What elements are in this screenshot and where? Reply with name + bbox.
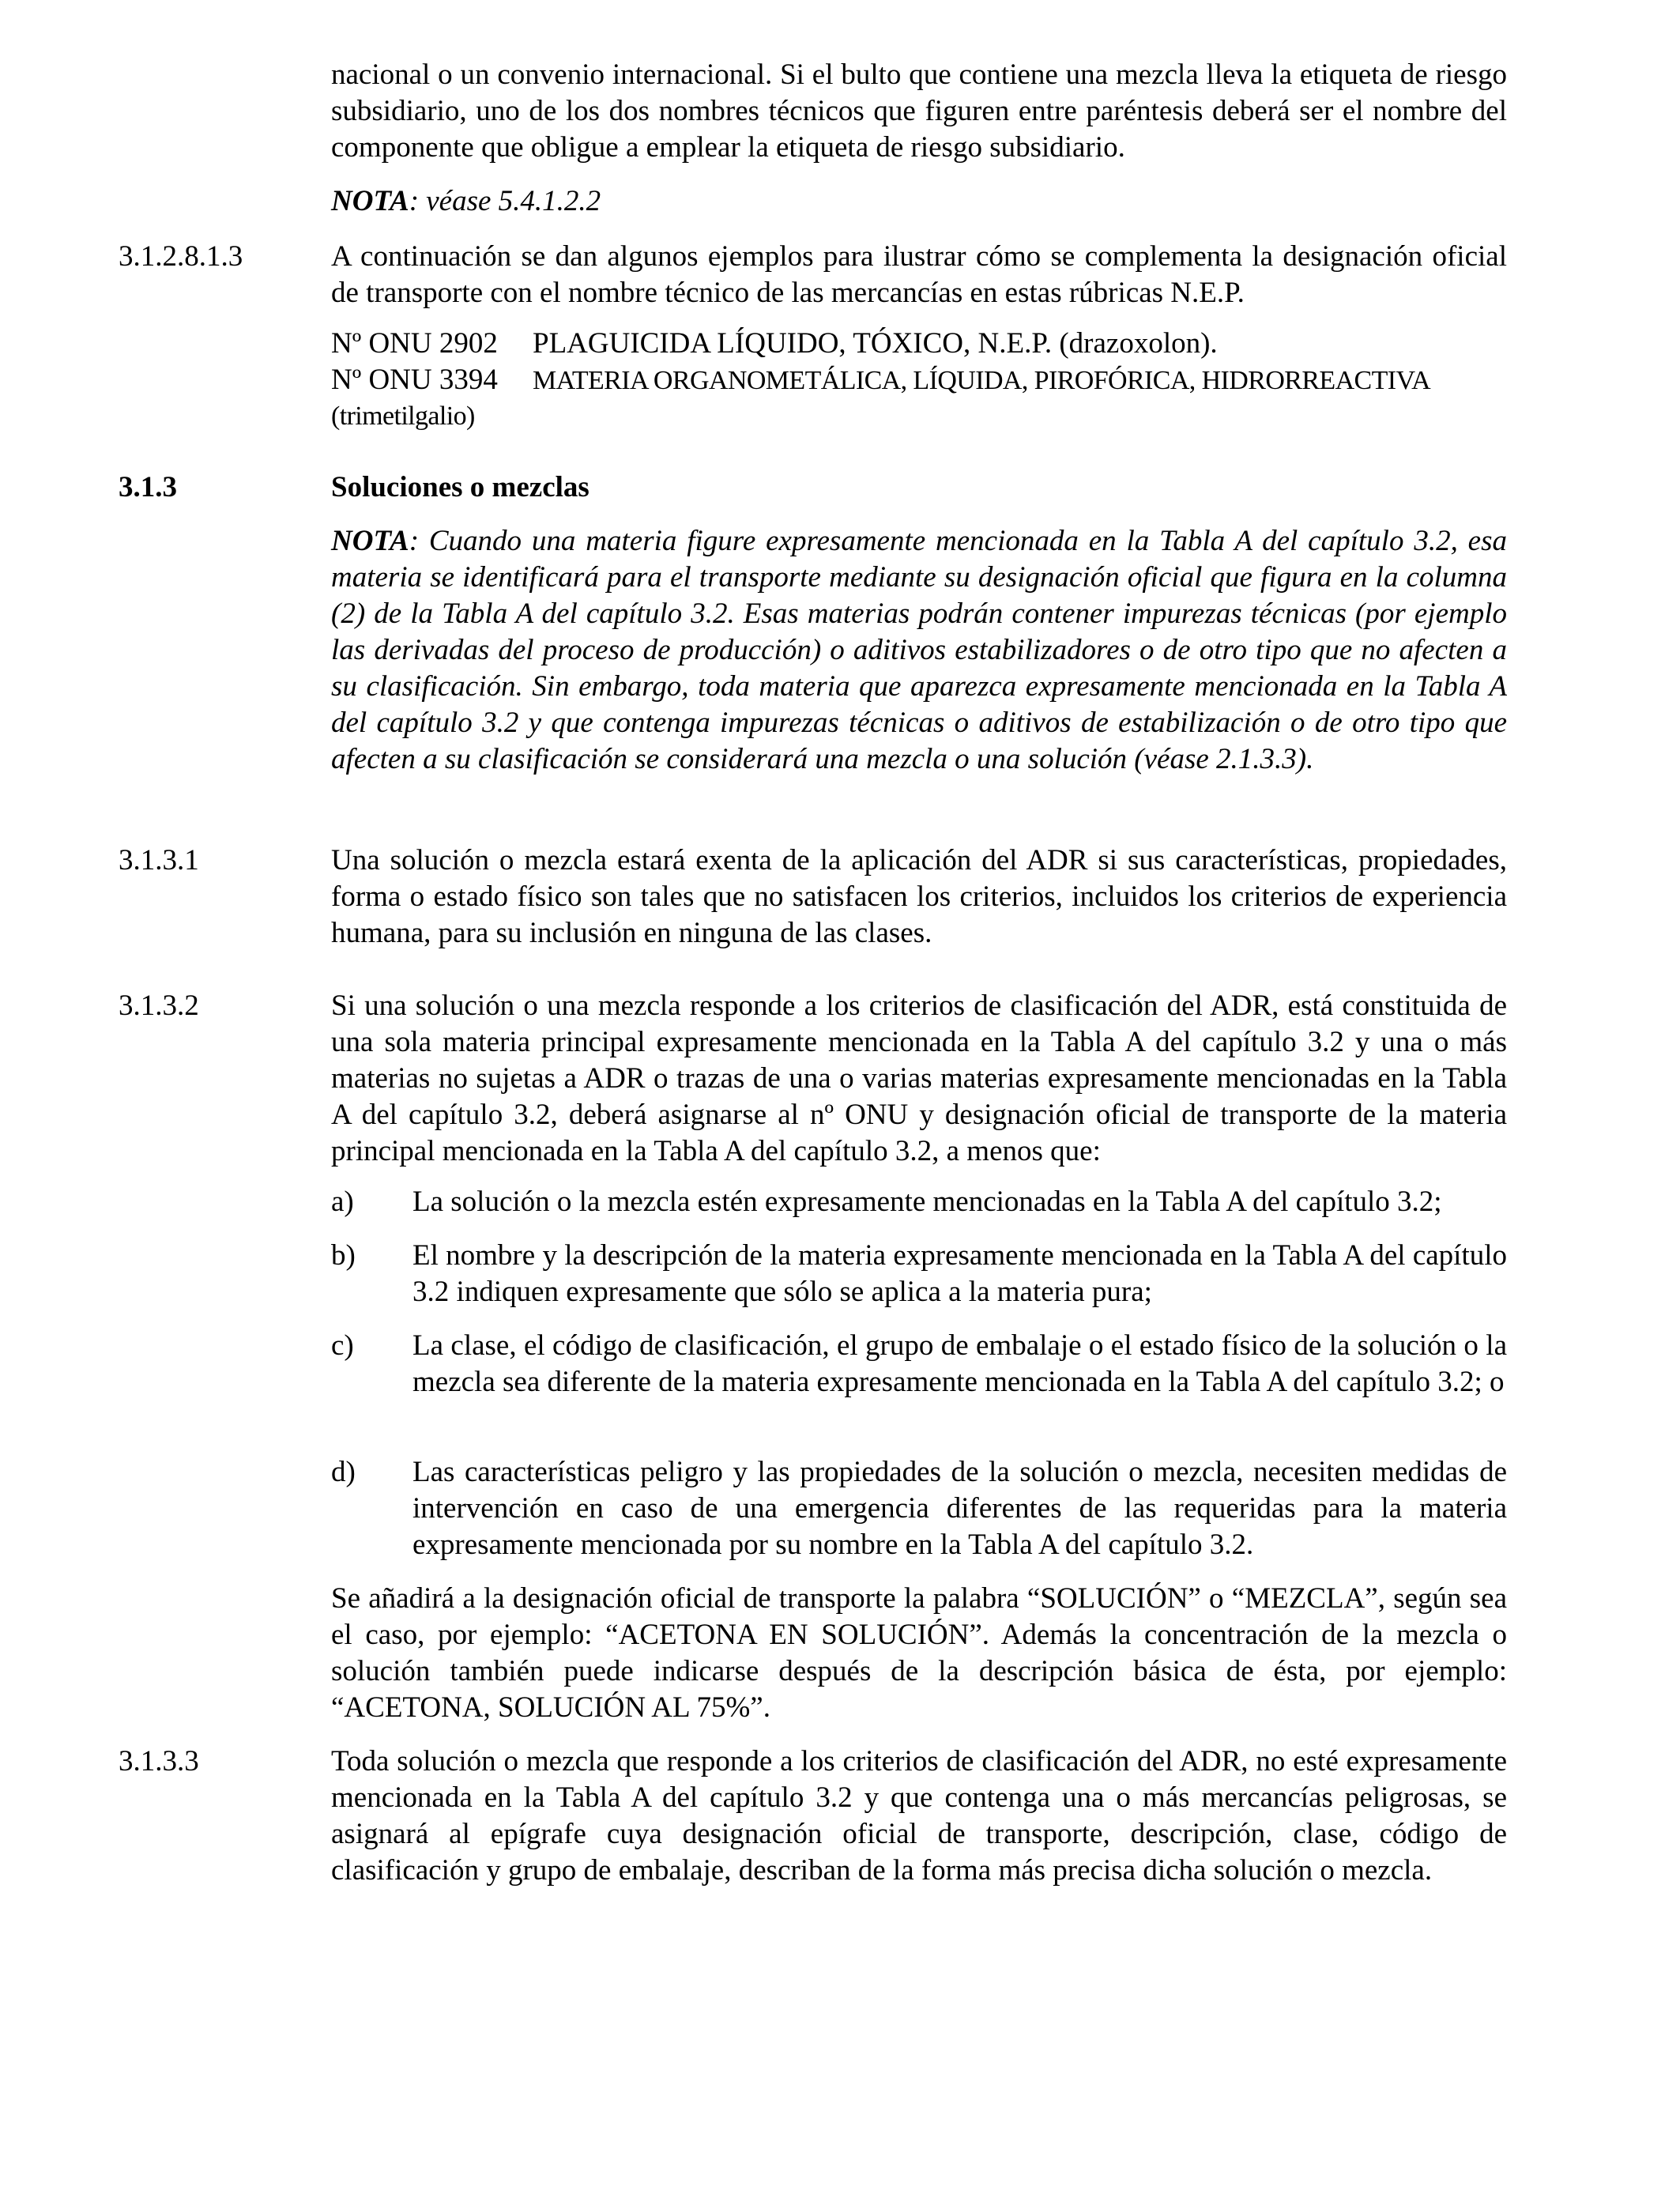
section-note: [331, 523, 1507, 778]
section-number: 3.1.3.3: [119, 1745, 199, 1777]
section-paragraph: A continuación se dan algunos ejemplos para ilustrar cómo se complementa la designación oficial de transporte con el nombre técnico de las mercancías en estas rúbricas N.E.P.: [331, 240, 1507, 309]
continuation-paragraph: nacional o un convenio internacional. Si el bulto que contiene una mezcla lleva la etiqueta de riesgo subsidiario, uno de los dos nombres técnicos que figuren entre paréntesis deberá ser el nombre del componente que obligue a emplear la etiqueta de riesgo subsidiario.: [331, 58, 1507, 164]
list-item-text: La clase, el código de clasificación, el grupo de embalaje o el estado físico de la solución o la mezcla sea diferente de la materia expresamente mencionada en la Tabla A del capítulo 3.2; o: [412, 1329, 1507, 1398]
example-description: PLAGUICIDA LÍQUIDO, TÓXICO, N.E.P. (drazoxolon).: [533, 327, 1218, 360]
closing-paragraph: Se añadirá a la designación oficial de transporte la palabra “SOLUCIÓN” o “MEZCLA”, según sea el caso, por ejemplo: “ACETONA EN SOLUCIÓN”. Además la concentración de la mezcla o solución también puede indicarse después de la descripción básica de ésta, por ejemplo: “ACETONA, SOLUCIÓN AL 75%”.: [331, 1582, 1507, 1724]
note-label: NOTA: [331, 525, 409, 557]
section-paragraph: Una solución o mezcla estará exenta de la aplicación del ADR si sus características, propiedades, forma o estado físico son tales que no satisfacen los criterios, incluidos los criterios de experiencia humana, para su inclusión en ninguna de las clases.: [331, 844, 1507, 949]
list-item-text: El nombre y la descripción de la materia expresamente mencionada en la Tabla A del capítulo 3.2 indiquen expresamente que sólo se aplica a la materia pura;: [412, 1239, 1507, 1308]
note-reference: [331, 183, 1507, 220]
note-label: NOTA: [331, 185, 409, 217]
note-text: : Cuando una materia figure expresamente mencionada en la Tabla A del capítulo 3.2, esa materia se identificará para el transporte mediante su designación oficial que figura en la columna (2) de la Tabla A del capítulo 3.2. Esas materias podrán contener impurezas técnicas (por ejemplo las derivadas del proceso de producción) o aditivos estabilizadores o de otro tipo que no afecten a su clasificación. Sin embargo, toda materia que aparezca expresamente mencionada en la Tabla A del capítulo 3.2 y que contenga impurezas técnicas o aditivos de estabilización o de otro tipo que afecten a su clasificación se considerará una mezcla o una solución (véase 2.1.3.3).: [331, 525, 1507, 775]
section-number: 3.1.3.1: [119, 844, 199, 876]
section-number: 3.1.3: [119, 471, 177, 503]
section-number: 3.1.3.2: [119, 990, 199, 1022]
section-paragraph: Si una solución o una mezcla responde a los criterios de clasificación del ADR, está constituida de una sola materia principal expresamente mencionada en la Tabla A del capítulo 3.2 y una o más materias no sujetas a ADR o trazas de una o varias materias expresamente mencionadas en la Tabla A del capítulo 3.2, deberá asignarse al nº ONU y designación oficial de transporte de la materia principal mencionada en la Tabla A del capítulo 3.2, a menos que:: [331, 990, 1507, 1167]
example-row: [331, 362, 1507, 399]
section-paragraph: Toda solución o mezcla que responde a los criterios de clasificación del ADR, no esté expresamente mencionada en la Tabla A del capítulo 3.2 y que contenga una o más mercancías peligrosas, se asignará al epígrafe cuya designación oficial de transporte, descripción, clase, código de clasificación y grupo de embalaje, describan de la forma más precisa dicha solución o mezcla.: [331, 1745, 1507, 1887]
list-item-letter: a): [331, 1186, 354, 1218]
example-description: MATERIA ORGANOMETÁLICA, LÍQUIDA, PIROFÓRICA, HIDRORREACTIVA: [533, 366, 1431, 395]
note-text: : véase 5.4.1.2.2: [409, 185, 601, 217]
list-item-letter: c): [331, 1329, 354, 1362]
section-title: Soluciones o mezclas: [331, 471, 590, 503]
un-number: Nº ONU 2902: [331, 327, 498, 360]
example-row: [331, 326, 1507, 362]
list-item-letter: d): [331, 1456, 356, 1488]
example-description-continued: (trimetilgalio): [331, 401, 475, 431]
list-item-text: La solución o la mezcla estén expresamente mencionadas en la Tabla A del capítulo 3.2;: [412, 1186, 1442, 1218]
section-number: 3.1.2.8.1.3: [119, 240, 243, 273]
list-item-letter: b): [331, 1239, 356, 1272]
un-number: Nº ONU 3394: [331, 364, 498, 396]
list-item-text: Las características peligro y las propiedades de la solución o mezcla, necesiten medidas de intervención en caso de una emergencia diferentes de las requeridas para la materia expresamente mencionada por su nombre en la Tabla A del capítulo 3.2.: [412, 1456, 1507, 1561]
